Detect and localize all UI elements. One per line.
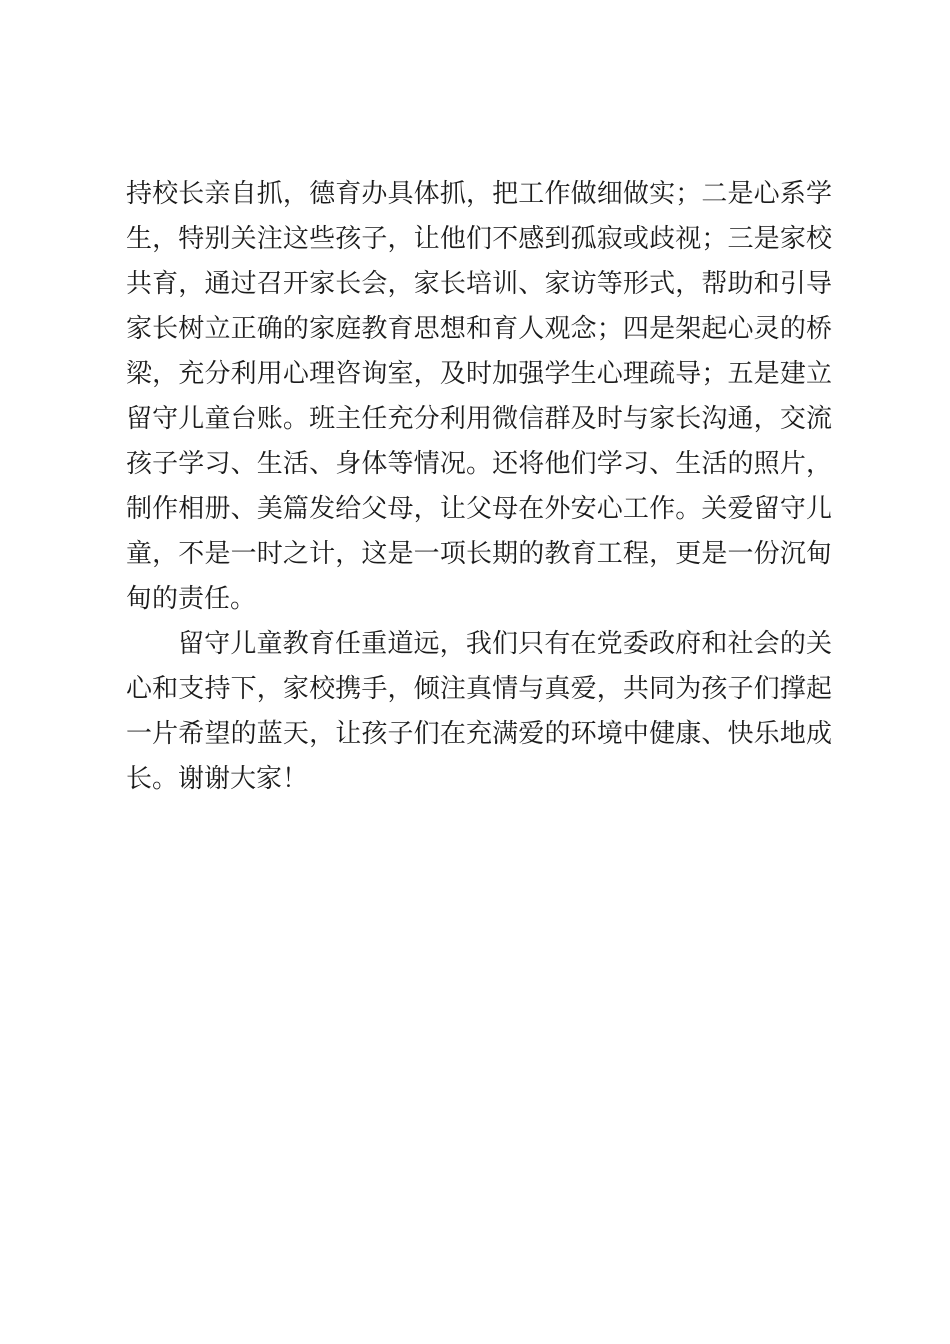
text-line: 共育，通过召开家长会，家长培训、家访等形式，帮助和引导 (126, 269, 832, 299)
text-line: 长。谢谢大家！ (126, 764, 309, 794)
text-line: 孩子学习、生活、身体等情况。还将他们学习、生活的照片， (126, 449, 832, 479)
paragraph-2 (126, 622, 832, 802)
text-line: 梁，充分利用心理咨询室，及时加强学生心理疏导；五是建立 (126, 359, 832, 389)
text-line: 制作相册、美篇发给父母，让父母在外安心工作。关爱留守儿 (126, 494, 832, 524)
paragraph-1 (126, 172, 832, 622)
text-line: 家长树立正确的家庭教育思想和育人观念；四是架起心灵的桥 (126, 314, 832, 344)
text-line: 持校长亲自抓，德育办具体抓，把工作做细做实；二是心系学 (126, 179, 832, 209)
text-line: 留守儿童教育任重道远，我们只有在党委政府和社会的关 (178, 629, 832, 659)
text-line: 一片希望的蓝天，让孩子们在充满爱的环境中健康、快乐地成 (126, 719, 832, 749)
text-line: 甸的责任。 (126, 584, 257, 614)
document-body (126, 172, 832, 802)
text-line: 心和支持下，家校携手，倾注真情与真爱，共同为孩子们撑起 (126, 674, 832, 704)
text-line: 童，不是一时之计，这是一项长期的教育工程，更是一份沉甸 (126, 539, 832, 569)
text-line: 生，特别关注这些孩子，让他们不感到孤寂或歧视；三是家校 (126, 224, 832, 254)
text-line: 留守儿童台账。班主任充分利用微信群及时与家长沟通，交流 (126, 404, 832, 434)
